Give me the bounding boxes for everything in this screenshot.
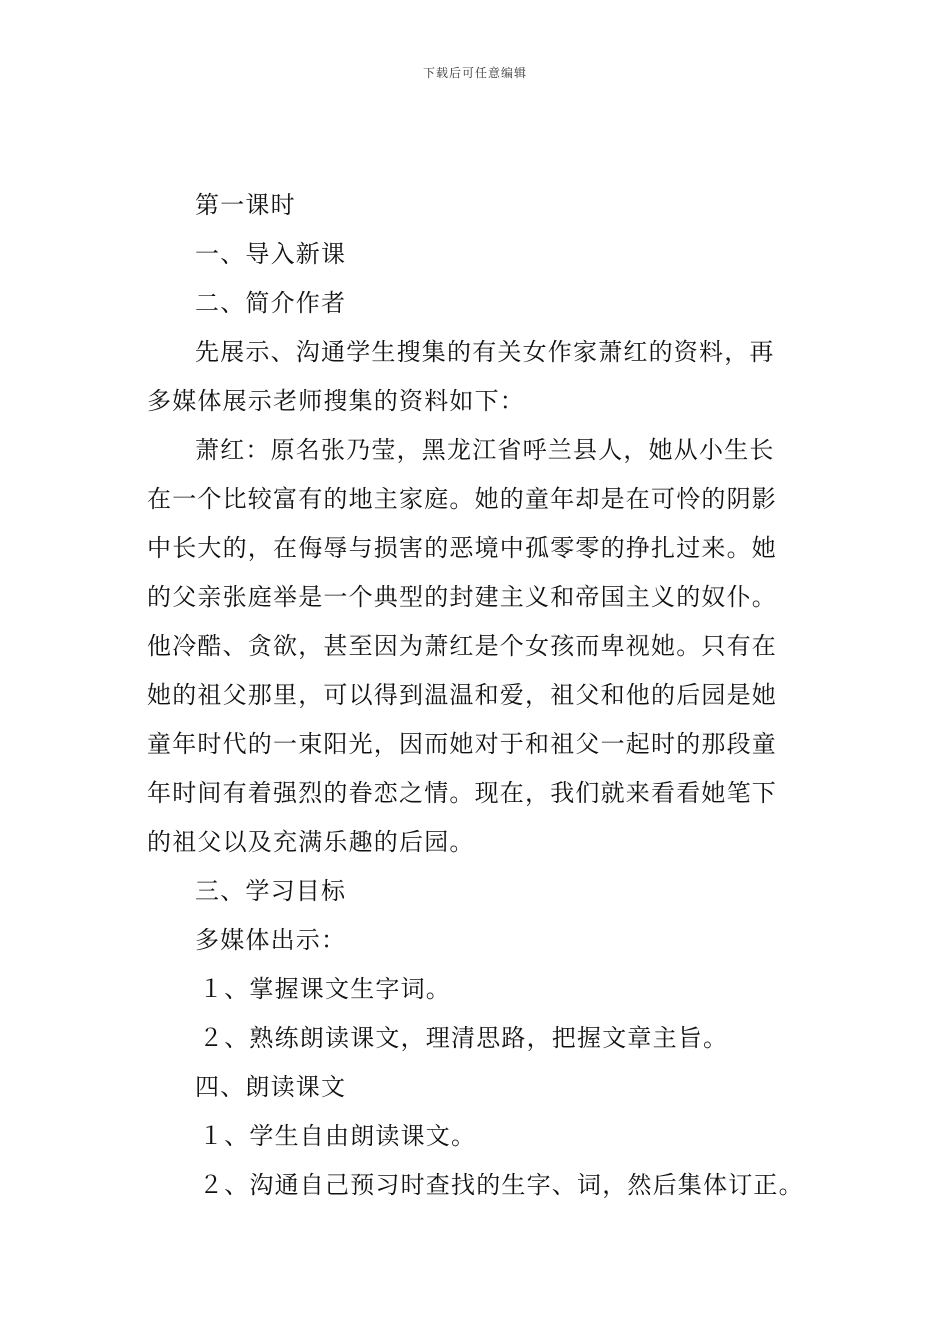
paragraph-line: 她的祖父那里，可以得到温温和爱，祖父和他的后园是她: [147, 681, 777, 709]
reading-item-2: ２、沟通自己预习时查找的生字、词，然后集体订正。: [199, 1171, 804, 1199]
paragraph-line: 童年时代的一束阳光，因而她对于和祖父一起时的那段童: [147, 730, 777, 758]
paragraph-intro: [147, 328, 807, 426]
paragraph-line: 年时间有着强烈的眷恋之情。现在，我们就来看看她笔下: [147, 779, 777, 807]
reading-item-1: １、学生自由朗读课文。: [199, 1122, 477, 1150]
page-header: 下载后可任意编辑: [422, 66, 527, 80]
paragraph-line: 的祖父以及充满乐趣的后园。: [147, 828, 475, 856]
paragraph-author-bio: [147, 426, 807, 867]
goal-item-2: ２、熟练朗读课文，理清思路，把握文章主旨。: [199, 1024, 729, 1052]
section-heading-4: 四、朗读课文: [195, 1073, 347, 1101]
paragraph-line: 在一个比较富有的地主家庭。她的童年却是在可怜的阴影: [147, 485, 777, 513]
paragraph-line: 中长大的，在侮辱与损害的恶境中孤零零的挣扎过来。她: [147, 534, 777, 562]
lesson-title: 第一课时: [195, 191, 296, 219]
paragraph-line: 先展示、沟通学生搜集的有关女作家萧红的资料，再: [195, 338, 775, 366]
section-heading-3: 三、学习目标: [195, 877, 347, 905]
paragraph-line: 的父亲张庭举是一个典型的封建主义和帝国主义的奴仆。: [147, 583, 777, 611]
paragraph-line: 他冷酷、贪欲，甚至因为萧红是个女孩而卑视她。只有在: [147, 632, 777, 660]
document-body: [147, 181, 807, 1210]
section-heading-2: 二、简介作者: [195, 289, 347, 317]
media-label: 多媒体出示：: [195, 926, 347, 954]
section-heading-1: 一、导入新课: [195, 240, 347, 268]
paragraph-line: 多媒体展示老师搜集的资料如下：: [147, 387, 525, 415]
paragraph-line: 萧红：原名张乃莹，黑龙江省呼兰县人，她从小生长: [195, 436, 775, 464]
goal-item-1: １、掌握课文生字词。: [199, 975, 451, 1003]
